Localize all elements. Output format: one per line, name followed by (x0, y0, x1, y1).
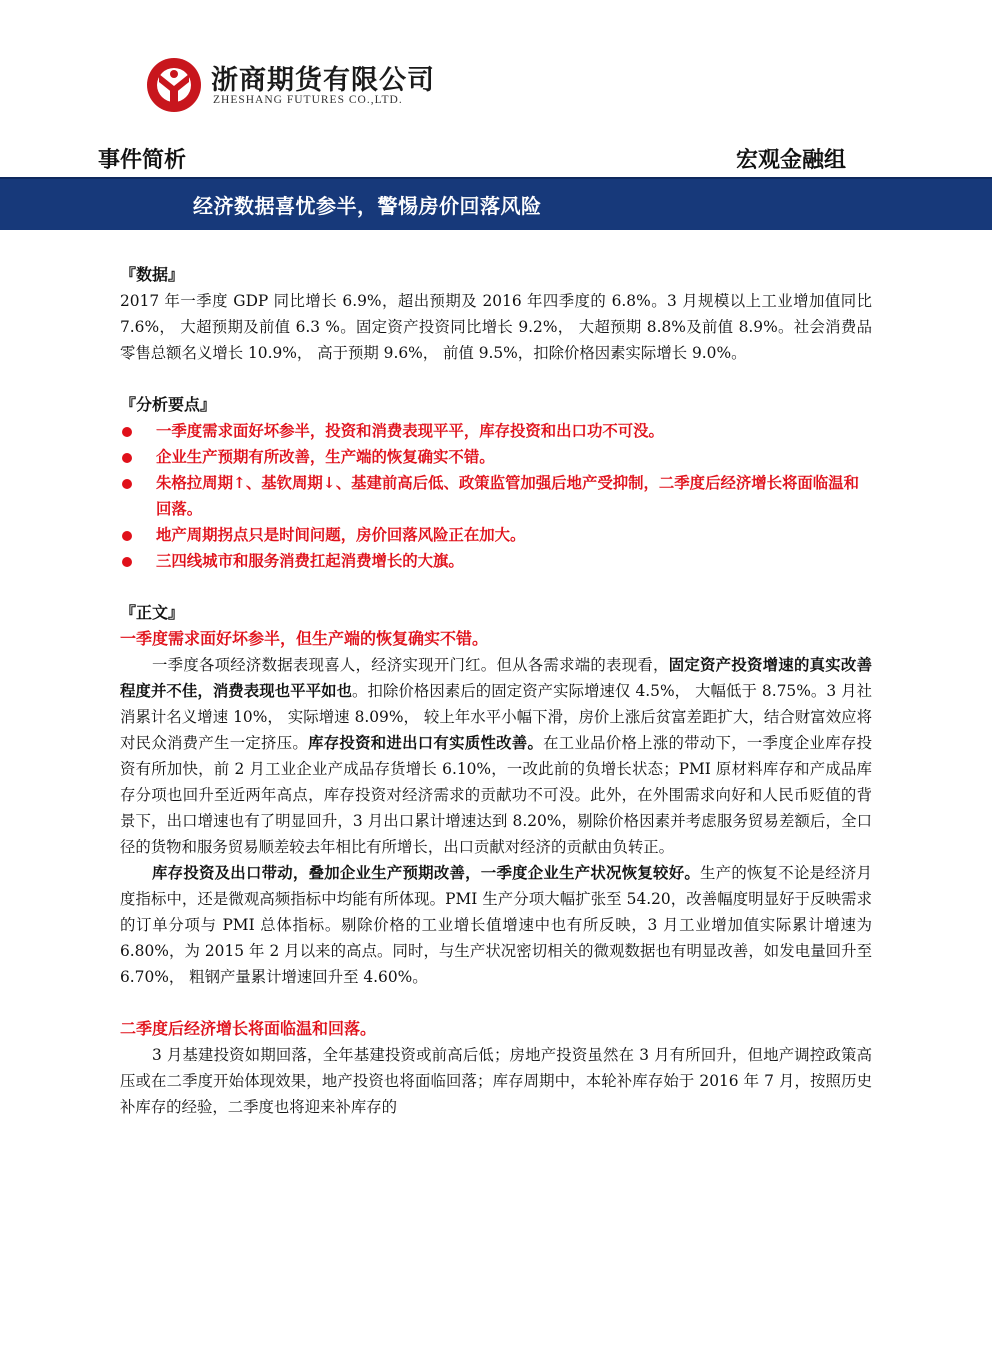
title-banner (0, 177, 992, 230)
body-paragraph-3: 3 月基建投资如期回落，全年基建投资或前高后低；房地产投资虽然在 3 月有所回升，但地产调控政策高压或在二季度开始体现效果，地产投资也将面临回落；库存周期中，本轮补库存始于 2016 年 7 月，按照历史补库存的经验，二季度也将迎来补库存的 (120, 1046, 872, 1116)
analysis-point: 朱格拉周期↑、基钦周期↓、基建前高后低、政策监管加强后地产受抑制，二季度后经济增长将面临温和回落。 (120, 470, 872, 522)
report-type: 事件简析 (98, 148, 187, 173)
body-subheading-1: 一季度需求面好坏参半，但生产端的恢复确实不错。 (120, 629, 489, 648)
bullet-icon (122, 453, 132, 463)
document-body (120, 262, 872, 1120)
bullet-icon (122, 479, 132, 489)
data-section-heading: 『数据』 (120, 265, 185, 284)
analysis-points-list (120, 418, 872, 574)
report-title: 经济数据喜忧参半，警惕房价回落风险 (193, 194, 542, 218)
analysis-point: 一季度需求面好坏参半，投资和消费表现平平，库存投资和出口功不可没。 (120, 418, 872, 444)
analysis-section-heading: 『分析要点』 (120, 395, 217, 414)
zheshang-logo-icon (145, 56, 203, 114)
analysis-point: 三四线城市和服务消费扛起消费增长的大旗。 (120, 548, 872, 574)
body-section-heading: 『正文』 (120, 603, 185, 622)
analysis-point: 企业生产预期有所改善，生产端的恢复确实不错。 (120, 444, 872, 470)
body-subheading-2: 二季度后经济增长将面临温和回落。 (120, 1019, 377, 1038)
bullet-icon (122, 531, 132, 541)
data-section-text: 2017 年一季度 GDP 同比增长 6.9%，超出预期及 2016 年四季度的 6.8%。3 月规模以上工业增加值同比 7.6%， 大超预期及前值 6.3 %。固定资产投资同比增长 9.2%， 大超预期 8.8%及前值 8.9%。社会消费品零售总额名义增长 10.9%， 高于预期 9.6%， 前值 9.5%，扣除价格因素实际增长 9.0%。 (120, 292, 872, 362)
bullet-icon (122, 557, 132, 567)
body-paragraph-1: 一季度各项经济数据表现喜人，经济实现开门红。但从各需求端的表现看，固定资产投资增速的真实改善程度并不佳，消费表现也平平如也。扣除价格因素后的固定资产实际增速仅 4.5%， 大幅低于 8.75%。3 月社消累计名义增速 10%， 实际增速 8.09%， 较上年水平小幅下滑，房价上涨后贫富差距扩大，结合财富效应将对民众消费产生一定挤压。库存投资和进出口有实质性改善。在工业品价格上涨的带动下，一季度企业库存投资有所加快，前 2 月工业企业产成品存货增长 6.10%，一改此前的负增长状态；PMI 原材料库存和产成品库存分项也回升至近两年高点，库存投资对经济需求的贡献功不可没。此外，在外围需求向好和人民币贬值的背景下，出口增速也有了明显回升，3 月出口累计增速达到 8.20%，剔除价格因素并考虑服务贸易差额后，全口径的货物和服务贸易顺差较去年相比有所增长，出口贡献对经济的贡献由负转正。 (120, 656, 872, 856)
report-header-bar (0, 133, 992, 177)
company-name-cn: 浙商期货有限公司 (211, 65, 435, 96)
company-name-en: ZHESHANG FUTURES CO.,LTD. (213, 94, 403, 106)
analysis-point: 地产周期拐点只是时间问题，房价回落风险正在加大。 (120, 522, 872, 548)
report-group: 宏观金融组 (735, 148, 846, 173)
body-paragraph-2: 库存投资及出口带动，叠加企业生产预期改善，一季度企业生产状况恢复较好。生产的恢复不论是经济月度指标中，还是微观高频指标中均能有所体现。PMI 生产分项大幅扩张至 54.20，改善幅度明显好于反映需求的订单分项与 PMI 总体指标。剔除价格的工业增长值增速中也有所反映，3 月工业增加值实际累计增速为 6.80%，为 2015 年 2 月以来的高点。同时，与生产状况密切相关的微观数据也有明显改善，如发电量回升至 6.70%， 粗钢产量累计增速回升至 4.60%。 (120, 864, 872, 986)
bullet-icon (122, 427, 132, 437)
